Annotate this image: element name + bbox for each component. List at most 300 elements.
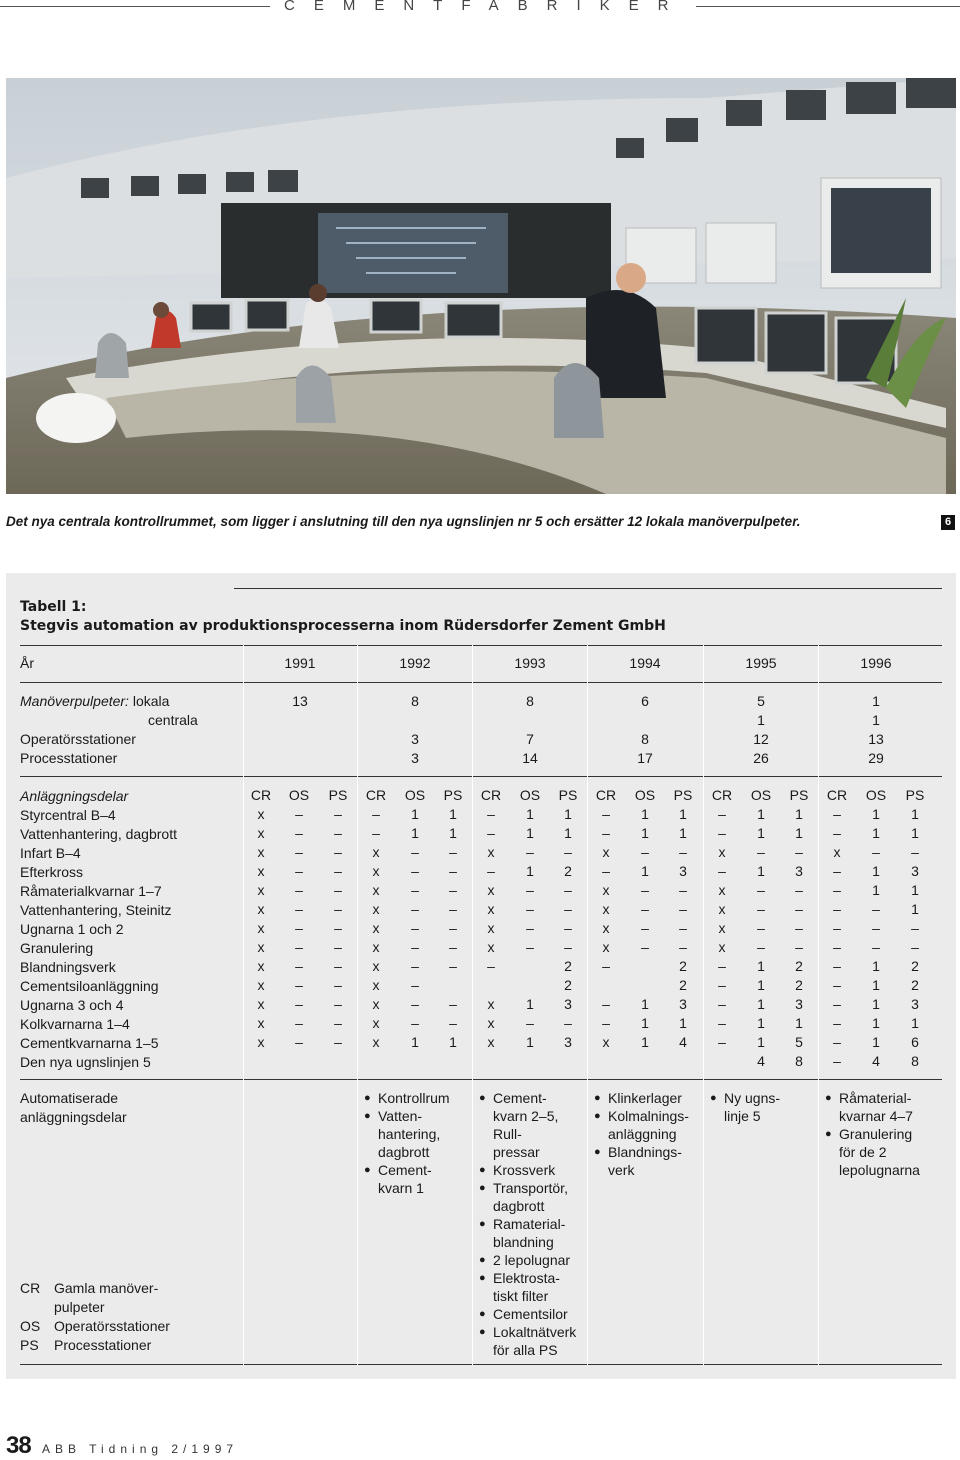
table-cell: x: [372, 977, 380, 993]
table-cell: x: [372, 1034, 380, 1050]
table-cell: 1: [911, 825, 919, 841]
automated-list: [479, 1089, 591, 1359]
table-cell: x: [257, 806, 265, 822]
rule-below-counts: [20, 776, 942, 777]
sub-column-header: CR: [595, 787, 617, 803]
table-cell: x: [372, 920, 380, 936]
table-cell: 4: [757, 1053, 765, 1069]
table-cell: –: [295, 920, 303, 936]
sub-column-header: OS: [634, 787, 656, 803]
table-cell: –: [872, 920, 880, 936]
table-cell: –: [526, 920, 534, 936]
table-top-rule: [234, 588, 942, 589]
table-cell: x: [257, 901, 265, 917]
table-cell: –: [911, 939, 919, 955]
sub-column-header: OS: [404, 787, 426, 803]
table-cell: –: [449, 901, 457, 917]
table-cell: –: [833, 1053, 841, 1069]
table-cell: 4: [872, 1053, 880, 1069]
table-cell: x: [257, 996, 265, 1012]
table-cell: 1: [526, 806, 534, 822]
table-cell: 6: [911, 1034, 919, 1050]
table-cell: –: [757, 939, 765, 955]
year-header: 1992: [399, 655, 431, 671]
year-header: 1996: [860, 655, 892, 671]
table-cell: –: [757, 882, 765, 898]
table-cell: 1: [757, 958, 765, 974]
row-label: Råmaterialkvarnar 1–7: [20, 883, 162, 899]
table-cell: 1: [872, 1015, 880, 1031]
rule-bottom: [20, 1364, 942, 1365]
table-cell: x: [487, 996, 495, 1012]
table-cell: x: [257, 958, 265, 974]
table-cell: –: [833, 977, 841, 993]
table-cell: –: [564, 882, 572, 898]
figure-number-badge: 6: [941, 515, 955, 530]
table-cell: 1: [641, 1015, 649, 1031]
table-cell: –: [833, 1015, 841, 1031]
automated-item: ● Cement- kvarn 2–5, Rull- pressar: [479, 1089, 591, 1161]
table-cell: x: [372, 844, 380, 860]
table-cell: –: [449, 882, 457, 898]
sub-column-header: PS: [789, 787, 809, 803]
table-cell: –: [602, 958, 610, 974]
table-cell: 1: [872, 958, 880, 974]
table-cell: x: [487, 1015, 495, 1031]
table-cell: 1: [795, 806, 803, 822]
col-divider: [703, 645, 704, 1365]
table-cell: –: [757, 901, 765, 917]
table-title-line1: Tabell 1:: [20, 599, 87, 615]
automated-item: ● 2 lepolugnar: [479, 1251, 591, 1269]
table-cell: –: [679, 844, 687, 860]
table-cell: –: [564, 844, 572, 860]
table-cell: 1: [757, 863, 765, 879]
operator-label: Operatörsstationer: [20, 731, 136, 747]
table-cell: 1: [872, 825, 880, 841]
operator-count: 8: [641, 731, 649, 747]
year-header: 1994: [629, 655, 661, 671]
table-cell: –: [602, 806, 610, 822]
table-cell: –: [449, 1015, 457, 1031]
table-cell: –: [334, 939, 342, 955]
col-divider: [357, 645, 358, 1365]
table-cell: –: [526, 939, 534, 955]
table-cell: x: [257, 844, 265, 860]
table-cell: –: [718, 958, 726, 974]
table-cell: –: [449, 958, 457, 974]
section-label: Anläggningsdelar: [20, 788, 129, 804]
table-cell: –: [911, 920, 919, 936]
header-rule-right: [696, 6, 960, 7]
table-cell: –: [334, 920, 342, 936]
automated-item: ● Cementsilor: [479, 1305, 591, 1323]
sub-column-header: CR: [826, 787, 848, 803]
table-cell: –: [449, 844, 457, 860]
table-cell: –: [641, 844, 649, 860]
table-cell: x: [257, 825, 265, 841]
automated-item: ● Ny ugns- linje 5: [710, 1089, 822, 1125]
automated-item: ● Ramaterial- blandning: [479, 1215, 591, 1251]
bullet-list: [825, 1089, 937, 1179]
table-cell: –: [795, 920, 803, 936]
lokala-count: 13: [292, 693, 308, 709]
row-label: Ugnarna 1 och 2: [20, 921, 124, 937]
table-cell: 1: [449, 806, 457, 822]
table-cell: –: [833, 939, 841, 955]
table-cell: x: [718, 939, 726, 955]
table-cell: –: [833, 825, 841, 841]
table-cell: 1: [872, 882, 880, 898]
table-cell: x: [718, 920, 726, 936]
table-cell: 2: [795, 977, 803, 993]
rule-below-rows: [20, 1079, 942, 1080]
table-cell: 1: [641, 806, 649, 822]
process-label: Processtationer: [20, 750, 118, 766]
table-cell: 1: [449, 1034, 457, 1050]
table-cell: –: [872, 844, 880, 860]
bullet-list: [479, 1089, 591, 1359]
rule-above-years: [20, 645, 942, 646]
table-cell: x: [257, 882, 265, 898]
bullet-list: [710, 1089, 822, 1125]
table-cell: –: [795, 844, 803, 860]
table-cell: x: [718, 882, 726, 898]
row-label: Cementsiloanläggning: [20, 978, 159, 994]
table-cell: –: [295, 863, 303, 879]
lokala-label: lokala: [132, 693, 170, 709]
table-cell: 2: [564, 977, 572, 993]
table-cell: 1: [526, 1034, 534, 1050]
table-cell: –: [295, 1015, 303, 1031]
table-cell: –: [833, 996, 841, 1012]
table-cell: –: [411, 844, 419, 860]
row-label: Efterkross: [20, 864, 84, 880]
bullet-list: [594, 1089, 706, 1179]
table-cell: 2: [564, 863, 572, 879]
table-cell: 2: [911, 977, 919, 993]
row-label: Vattenhantering, dagbrott: [20, 826, 177, 842]
table-cell: 3: [795, 996, 803, 1012]
automated-item: ● Lokaltnätverk för alla PS: [479, 1323, 591, 1359]
operator-count: 7: [526, 731, 534, 747]
auto-label-line2: anläggningsdelar: [20, 1109, 127, 1125]
table-cell: x: [718, 901, 726, 917]
table-cell: 3: [911, 863, 919, 879]
table-cell: x: [372, 1015, 380, 1031]
sub-column-header: OS: [288, 787, 310, 803]
row-label: Ugnarna 3 och 4: [20, 997, 124, 1013]
table-cell: 1: [872, 977, 880, 993]
sub-column-header: PS: [673, 787, 693, 803]
table-cell: 2: [795, 958, 803, 974]
automated-item: ● Klinkerlager: [594, 1089, 706, 1107]
table-cell: –: [295, 901, 303, 917]
automated-item: ● Transportör, dagbrott: [479, 1179, 591, 1215]
automated-item: ● Krossverk: [479, 1161, 591, 1179]
table-cell: –: [449, 996, 457, 1012]
automated-item: ● Cement- kvarn 1: [364, 1161, 476, 1197]
table-cell: –: [718, 806, 726, 822]
table-cell: –: [334, 901, 342, 917]
table-cell: –: [295, 996, 303, 1012]
table-cell: x: [257, 1034, 265, 1050]
table-cell: 8: [795, 1053, 803, 1069]
table-cell: x: [487, 901, 495, 917]
table-cell: 1: [641, 863, 649, 879]
lokala-count: 5: [757, 693, 765, 709]
automated-list: [594, 1089, 706, 1179]
control-room-photo: [6, 78, 956, 494]
lokala-count: 6: [641, 693, 649, 709]
table-cell: –: [718, 977, 726, 993]
table-cell: 1: [757, 806, 765, 822]
automated-item: ● Kontrollrum: [364, 1089, 476, 1107]
table-cell: 1: [795, 1015, 803, 1031]
table-cell: –: [411, 939, 419, 955]
table-cell: 3: [911, 996, 919, 1012]
legend-abbr: CR: [20, 1280, 41, 1296]
table-cell: –: [641, 901, 649, 917]
operator-count: 3: [411, 731, 419, 747]
table-cell: 1: [411, 806, 419, 822]
table-cell: –: [334, 996, 342, 1012]
table-cell: 1: [641, 1034, 649, 1050]
table-cell: x: [257, 939, 265, 955]
table-cell: –: [295, 939, 303, 955]
table-cell: –: [833, 920, 841, 936]
table-cell: –: [564, 939, 572, 955]
sub-column-header: PS: [905, 787, 925, 803]
row-label: Cementkvarnarna 1–5: [20, 1035, 159, 1051]
table-title: [20, 598, 666, 636]
table-cell: –: [411, 977, 419, 993]
table-cell: x: [372, 882, 380, 898]
table-cell: x: [718, 844, 726, 860]
sub-column-header: CR: [365, 787, 387, 803]
table-cell: 3: [679, 996, 687, 1012]
table-cell: 1: [679, 806, 687, 822]
legend-text: Operatörsstationer: [54, 1318, 170, 1334]
table-cell: 1: [757, 825, 765, 841]
table-cell: 2: [911, 958, 919, 974]
col-divider: [243, 645, 244, 1365]
table-cell: –: [679, 920, 687, 936]
process-count: 3: [411, 750, 419, 766]
sub-column-header: CR: [480, 787, 502, 803]
table-cell: 8: [911, 1053, 919, 1069]
legend-text: Gamla manöver- pulpeter: [54, 1280, 159, 1315]
table-cell: –: [757, 920, 765, 936]
table-cell: –: [334, 844, 342, 860]
table-cell: –: [411, 1015, 419, 1031]
table-cell: –: [602, 825, 610, 841]
table-cell: x: [257, 977, 265, 993]
manover-label-text: Manöverpulpeter:: [20, 693, 129, 709]
table-cell: –: [641, 920, 649, 936]
table-cell: 1: [526, 996, 534, 1012]
sub-column-header: PS: [328, 787, 348, 803]
table-cell: –: [372, 806, 380, 822]
table-cell: –: [795, 901, 803, 917]
table-cell: –: [449, 920, 457, 936]
table-cell: –: [679, 882, 687, 898]
bullet-list: [364, 1089, 476, 1197]
sub-column-header: CR: [250, 787, 272, 803]
table-cell: –: [872, 901, 880, 917]
table-cell: x: [372, 863, 380, 879]
header-rule-left: [0, 6, 270, 7]
table-cell: 1: [757, 996, 765, 1012]
row-label: Vattenhantering, Steinitz: [20, 902, 172, 918]
table-cell: –: [833, 882, 841, 898]
table-cell: 1: [564, 825, 572, 841]
table-cell: –: [602, 863, 610, 879]
table-cell: x: [487, 1034, 495, 1050]
table-cell: –: [833, 901, 841, 917]
table-cell: –: [411, 882, 419, 898]
table-cell: x: [257, 920, 265, 936]
table-cell: 1: [679, 1015, 687, 1031]
table-cell: –: [564, 901, 572, 917]
table-cell: 1: [526, 825, 534, 841]
table-cell: 2: [679, 977, 687, 993]
table-cell: –: [718, 825, 726, 841]
table-title-line2: Stegvis automation av produktionsprocesserna inom Rüdersdorfer Zement GmbH: [20, 618, 666, 634]
automated-list: [825, 1089, 937, 1179]
legend-abbr: OS: [20, 1318, 41, 1334]
table-cell: x: [257, 1015, 265, 1031]
table-cell: x: [487, 939, 495, 955]
table-cell: –: [295, 882, 303, 898]
table-cell: –: [334, 1015, 342, 1031]
table-cell: 1: [564, 806, 572, 822]
table-cell: 1: [526, 863, 534, 879]
publication-name: ABB Tidning 2/1997: [42, 1442, 239, 1456]
table-cell: 1: [872, 1034, 880, 1050]
table-cell: –: [295, 977, 303, 993]
year-header: 1991: [284, 655, 316, 671]
table-cell: –: [526, 882, 534, 898]
col-divider: [818, 645, 819, 1365]
table-cell: –: [411, 901, 419, 917]
table-cell: 3: [564, 996, 572, 1012]
table-cell: 1: [411, 1034, 419, 1050]
table-cell: 1: [911, 882, 919, 898]
table-cell: 4: [679, 1034, 687, 1050]
process-count: 29: [868, 750, 884, 766]
table-cell: –: [564, 1015, 572, 1031]
year-header: 1995: [745, 655, 777, 671]
table-cell: –: [718, 1015, 726, 1031]
table-cell: 1: [911, 806, 919, 822]
table-cell: x: [487, 920, 495, 936]
table-cell: –: [334, 806, 342, 822]
table-cell: x: [257, 863, 265, 879]
sub-column-header: PS: [558, 787, 578, 803]
automated-item: ● Blandnings- verk: [594, 1143, 706, 1179]
table-cell: 1: [911, 901, 919, 917]
table-cell: –: [295, 958, 303, 974]
table-cell: 1: [757, 977, 765, 993]
table-cell: –: [795, 939, 803, 955]
section-title: CEMENTFABRIKER: [284, 0, 688, 14]
operator-count: 12: [753, 731, 769, 747]
table-cell: 2: [564, 958, 572, 974]
table-cell: –: [602, 1015, 610, 1031]
auto-label: [20, 1089, 127, 1127]
table-cell: x: [602, 1034, 610, 1050]
automated-list: [710, 1089, 822, 1125]
table-cell: 2: [679, 958, 687, 974]
table-cell: x: [602, 920, 610, 936]
table-cell: 3: [679, 863, 687, 879]
automated-item: ● Granulering för de 2 lepolugnarna: [825, 1125, 937, 1179]
table-cell: 1: [757, 1015, 765, 1031]
table-cell: –: [372, 825, 380, 841]
automated-item: ● Kolmalnings- anläggning: [594, 1107, 706, 1143]
table-cell: 1: [679, 825, 687, 841]
table-cell: –: [602, 996, 610, 1012]
table-cell: 3: [795, 863, 803, 879]
table-cell: –: [526, 844, 534, 860]
manover-label: [20, 692, 169, 711]
table-cell: –: [833, 863, 841, 879]
table-cell: 1: [449, 825, 457, 841]
table-cell: 1: [641, 825, 649, 841]
table-cell: –: [487, 806, 495, 822]
table-cell: –: [334, 882, 342, 898]
table-cell: –: [487, 958, 495, 974]
table-cell: x: [602, 901, 610, 917]
sub-column-header: OS: [865, 787, 887, 803]
table-cell: x: [372, 958, 380, 974]
page-number: 38: [6, 1432, 31, 1459]
table-cell: 1: [641, 996, 649, 1012]
table-cell: –: [641, 939, 649, 955]
table-cell: –: [718, 863, 726, 879]
table-cell: 1: [757, 1034, 765, 1050]
table-cell: –: [334, 863, 342, 879]
row-label: Infart B–4: [20, 845, 81, 861]
table-cell: –: [411, 863, 419, 879]
table-cell: –: [718, 1034, 726, 1050]
table-cell: –: [449, 939, 457, 955]
table-cell: 1: [911, 1015, 919, 1031]
table-cell: –: [295, 806, 303, 822]
table-cell: 5: [795, 1034, 803, 1050]
page-header: [0, 0, 960, 20]
table-cell: –: [334, 958, 342, 974]
auto-label-line1: Automatiserade: [20, 1090, 119, 1106]
table-cell: –: [718, 996, 726, 1012]
rule-below-years: [20, 682, 942, 683]
automated-item: ● Elektrosta- tiskt filter: [479, 1269, 591, 1305]
table-cell: –: [526, 1015, 534, 1031]
table-cell: –: [833, 806, 841, 822]
table-cell: –: [641, 882, 649, 898]
year-header: 1993: [514, 655, 546, 671]
table-cell: –: [411, 996, 419, 1012]
table-cell: –: [833, 1034, 841, 1050]
table-cell: x: [372, 939, 380, 955]
process-count: 17: [637, 750, 653, 766]
table-cell: –: [564, 920, 572, 936]
table-cell: x: [602, 882, 610, 898]
table-cell: –: [295, 825, 303, 841]
table-cell: –: [872, 939, 880, 955]
table-cell: –: [795, 882, 803, 898]
